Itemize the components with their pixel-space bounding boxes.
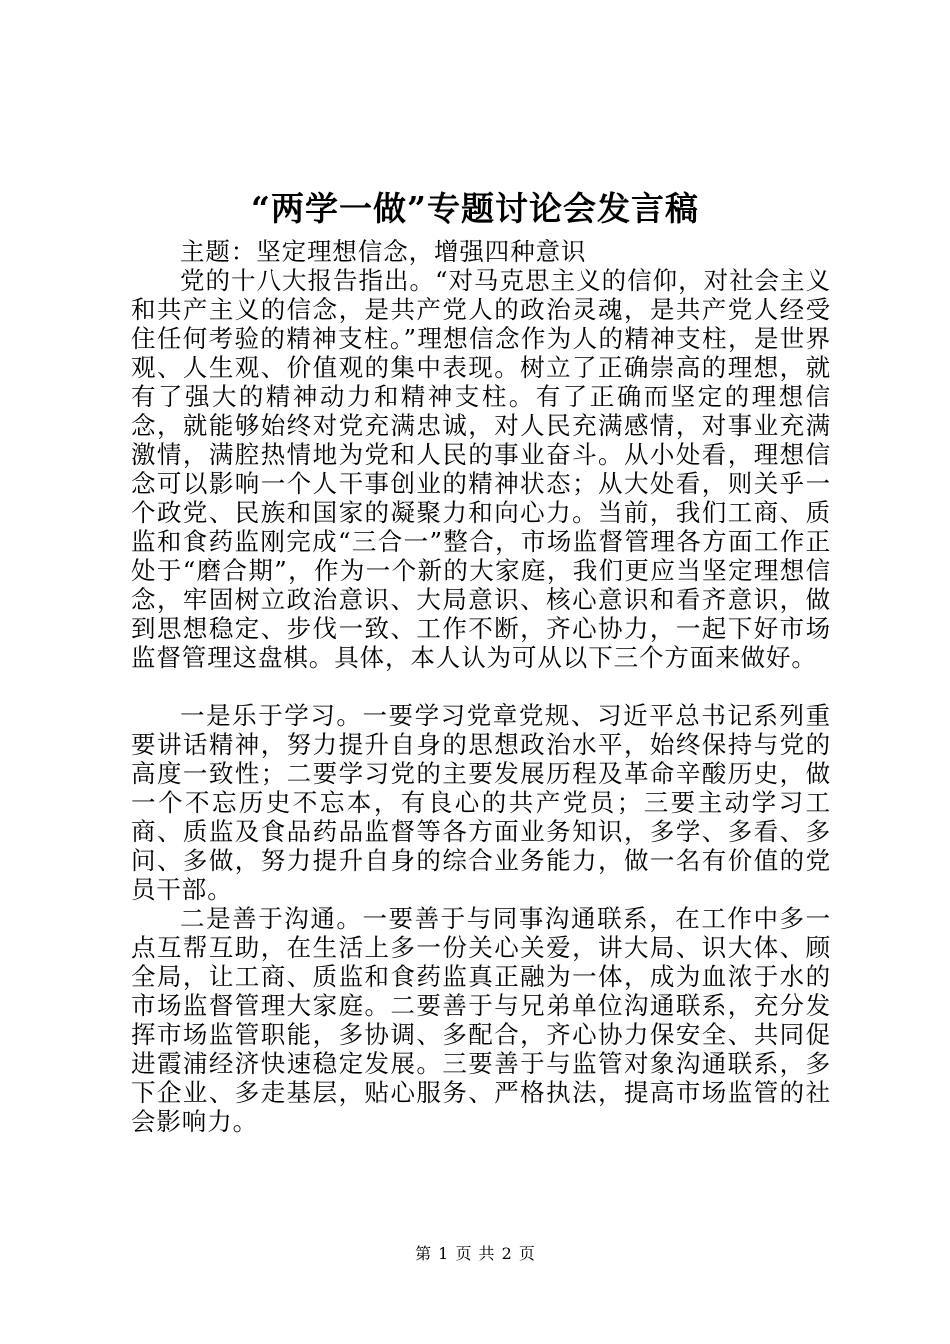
paragraph-learning: 一是乐于学习。一要学习党章党规、习近平总书记系列重要讲话精神，努力提升自身的思想政治水平，始终保持与党的高度一致性；二要学习党的主要发展历程及革命辛酸历史，做一个不忘历史不忘本，有良心的共产党员；三要主动学习工商、质监及食品药品监督等各方面业务知识，多学、多看、多问、多做，努力提升自身的综合业务能力，做一名有价值的党员干部。 (131, 701, 831, 904)
subject-line: 主题：坚定理想信念，增强四种意识 (180, 237, 587, 266)
document-title: “两学一做”专题讨论会发言稿 (251, 189, 699, 228)
page-footer: 第 1 页 共 2 页 (415, 1244, 535, 1263)
paragraph-communication: 二是善于沟通。一要善于与同事沟通联系，在工作中多一点互帮互助，在生活上多一份关心关爱，讲大局、识大体、顾全局，让工商、质监和食药监真正融为一体，成为血浓于水的市场监督管理大家庭。二要善于与兄弟单位沟通联系，充分发挥市场监管职能，多协调、多配合，齐心协力保安全、共同促进霞浦经济快速稳定发展。三要善于与监管对象沟通联系，多下企业、多走基层，贴心服务、严格执法，提高市场监管的社会影响力。 (131, 904, 831, 1136)
intro-paragraph: 党的十八大报告指出。“对马克思主义的信仰，对社会主义和共产主义的信念，是共产党人的政治灵魂，是共产党人经受住任何考验的精神支柱。”理想信念作为人的精神支柱，是世界观、人生观、价值观的集中表现。树立了正确崇高的理想，就有了强大的精神动力和精神支柱。有了正确而坚定的理想信念，就能够始终对党充满忠诚，对人民充满感情，对事业充满激情，满腔热情地为党和人民的事业奋斗。从小处看，理想信念可以影响一个人干事创业的精神状态；从大处看，则关乎一个政党、民族和国家的凝聚力和向心力。当前，我们工商、质监和食药监刚完成“三合一”整合，市场监督管理各方面工作正处于“磨合期”，作为一个新的大家庭，我们更应当坚定理想信念，牢固树立政治意识、大局意识、核心意识和看齐意识，做到思想稳定、步伐一致、工作不断，齐心协力，一起下好市场监督管理这盘棋。具体，本人认为可从以下三个方面来做好。 (131, 266, 831, 672)
document-body (131, 237, 831, 1136)
